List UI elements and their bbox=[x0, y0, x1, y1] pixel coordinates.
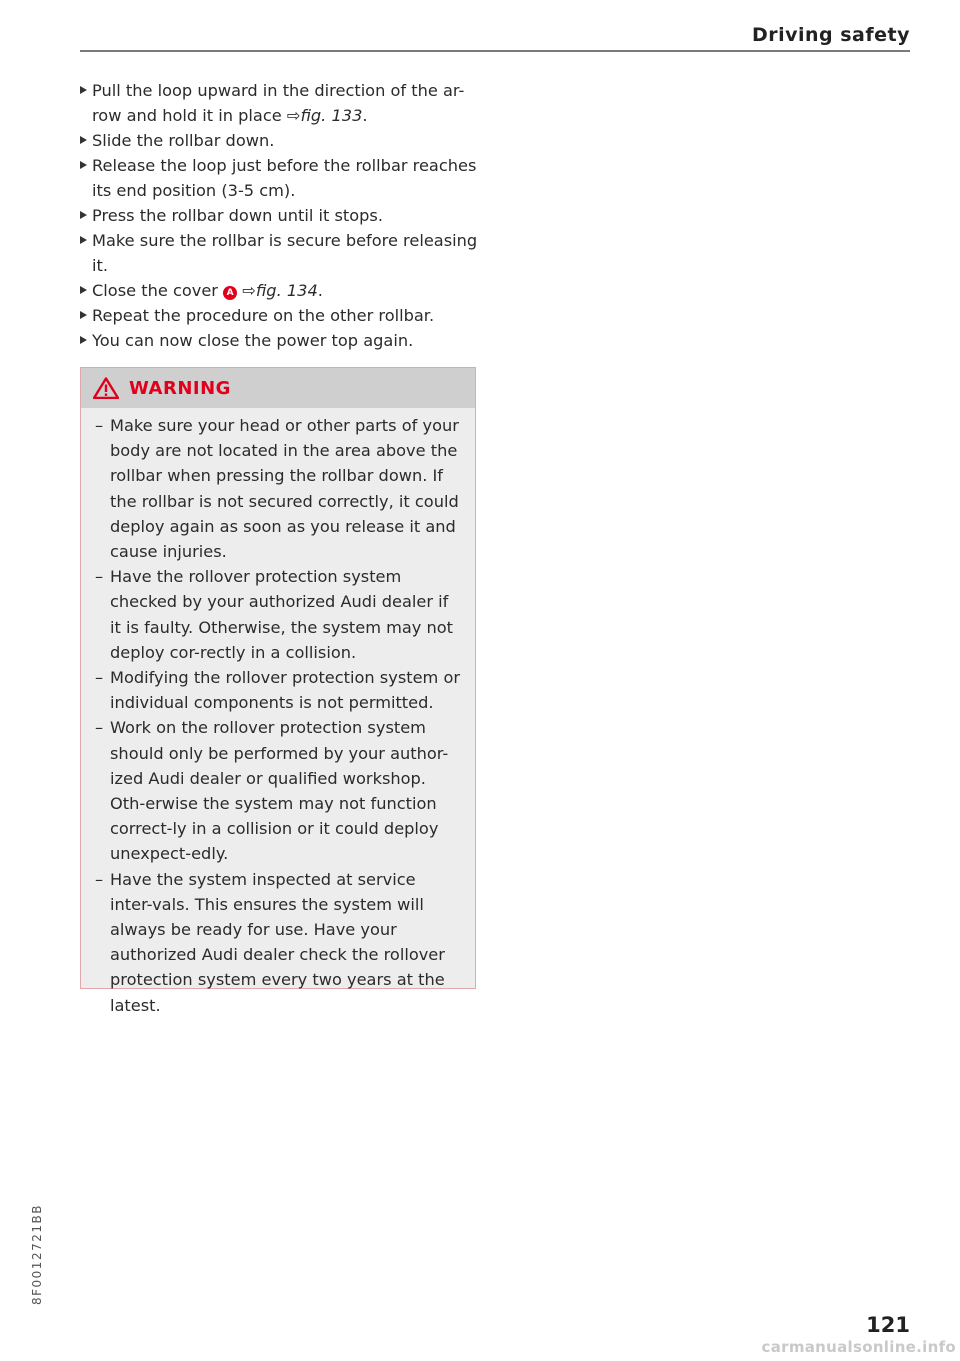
warning-item: – Modifying the rollover protection system or individual components is not permitted. bbox=[95, 665, 461, 715]
warning-header bbox=[81, 368, 475, 408]
step-item: Release the loop just before the rollbar reaches its end position (3-5 cm). bbox=[80, 153, 480, 203]
warning-title: WARNING bbox=[129, 377, 231, 399]
warning-item: – Have the rollover protection system checked by your authorized Audi dealer if it is faulty. Otherwise, the system may not deploy cor-rectly in a collision. bbox=[95, 564, 461, 665]
header-rule bbox=[80, 50, 910, 52]
step-item: Pull the loop upward in the direction of the ar-row and hold it in place ⇨fig. 133. bbox=[80, 78, 480, 128]
figure-reference[interactable]: ⇨fig. 133 bbox=[286, 106, 363, 125]
step-item: You can now close the power top again. bbox=[80, 328, 480, 353]
step-item: Make sure the rollbar is secure before releasing it. bbox=[80, 228, 480, 278]
watermark: carmanualsonline.info bbox=[761, 1338, 956, 1356]
instruction-steps bbox=[80, 78, 480, 353]
figure-reference[interactable]: ⇨fig. 134 bbox=[242, 281, 318, 300]
cover-a-marker-icon: A bbox=[223, 286, 237, 300]
warning-item: – Make sure your head or other parts of your body are not located in the area above the rollbar when pressing the rollbar down. If the rollbar is not secured correctly, it could deploy again as soon as you release it and cause injuries. bbox=[95, 413, 461, 564]
step-item: Slide the rollbar down. bbox=[80, 128, 480, 153]
warning-triangle-icon bbox=[93, 377, 119, 399]
warning-list bbox=[81, 408, 475, 1018]
arrow-icon: ⇨ bbox=[242, 281, 256, 300]
warning-box bbox=[80, 367, 476, 1015]
warning-item: – Work on the rollover protection system should only be performed by your author-ized Audi dealer or qualified workshop. Oth-erwise the system may not function correct-ly in a collision or it could deploy unexpect-edly. bbox=[95, 715, 461, 866]
step-item: Close the cover A ⇨fig. 134. bbox=[80, 278, 480, 303]
document-code: 8F0012721BB bbox=[30, 1204, 44, 1305]
page-number: 121 bbox=[866, 1313, 910, 1337]
section-title: Driving safety bbox=[751, 24, 910, 46]
step-item: Press the rollbar down until it stops. bbox=[80, 203, 480, 228]
step-item: Repeat the procedure on the other rollbar. bbox=[80, 303, 480, 328]
warning-item: – Have the system inspected at service inter-vals. This ensures the system will always be ready for use. Have your authorized Audi dealer check the rollover protection system every two years at the latest. bbox=[95, 867, 461, 1018]
arrow-icon: ⇨ bbox=[286, 106, 301, 125]
